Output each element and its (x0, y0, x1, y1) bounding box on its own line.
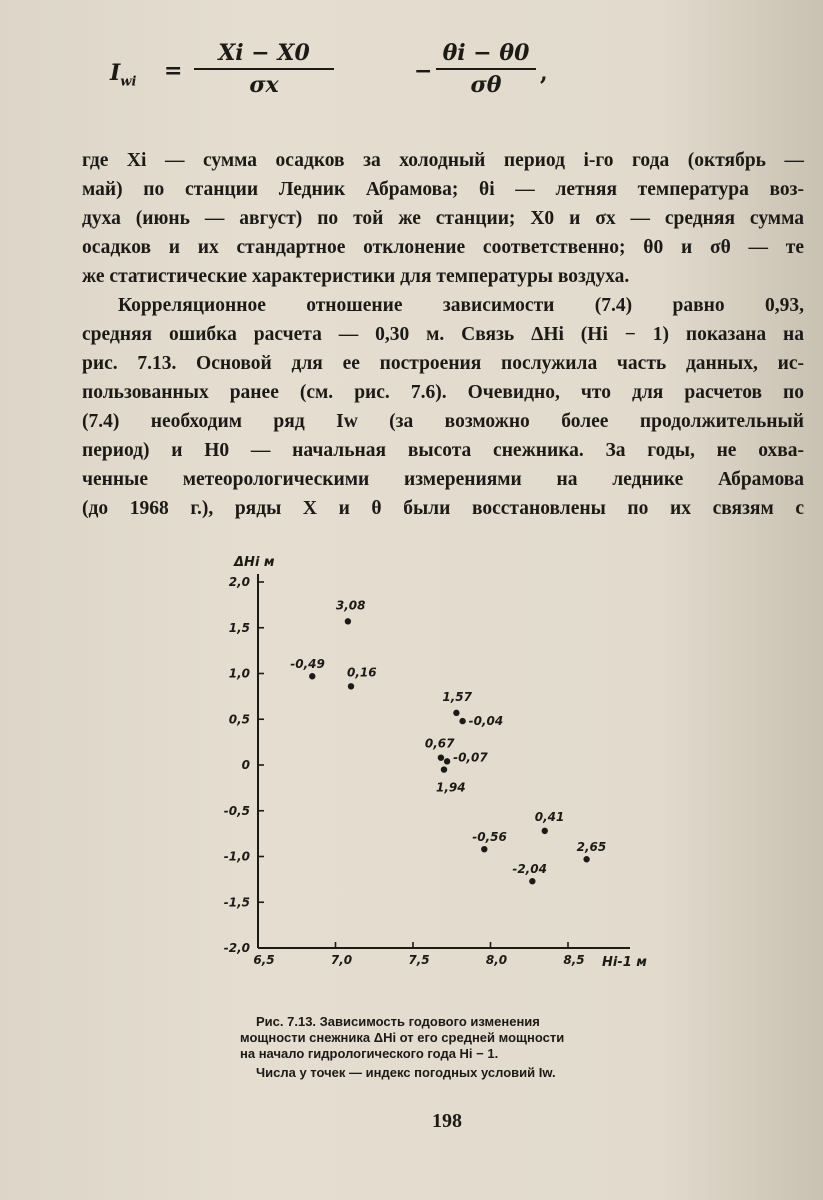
y-tick-label: -1,5 (223, 895, 250, 910)
y-tick-label: 1,0 (228, 666, 250, 681)
data-point-label: -0,49 (290, 657, 325, 672)
data-point-label: 0,41 (534, 809, 565, 824)
text-line: пользованных ранее (см. рис. 7.6). Очевидно, что для расчетов по (82, 382, 804, 403)
text-line: же статистические характеристики для температуры воздуха. (82, 266, 630, 287)
data-point (453, 710, 459, 716)
figure-caption (240, 1014, 660, 1081)
x-tick-label: 8,5 (563, 953, 585, 967)
data-point-label: 0,16 (347, 665, 377, 680)
page-number: 198 (432, 1110, 462, 1132)
data-point-label: -0,04 (468, 714, 504, 729)
data-point (529, 878, 535, 884)
data-point-label: 1,94 (436, 780, 466, 795)
text-line: средняя ошибка расчета — 0,30 м. Связь ΔHi (Hi − 1) показана на (82, 324, 804, 345)
formula-comma: , (540, 60, 548, 86)
data-point (444, 758, 450, 764)
data-point-label: 0,67 (424, 736, 455, 751)
data-point-label: 1,57 (442, 689, 473, 704)
caption-line: мощности снежника ΔHi от его средней мощности (240, 1030, 565, 1045)
caption-line: на начало гидрологического года Hi − 1. (240, 1046, 499, 1061)
data-point-label: -0,56 (472, 830, 507, 845)
caption-line: Числа у точек — индекс погодных условий Iw. (256, 1065, 556, 1080)
data-point-label: 2,65 (576, 840, 607, 855)
paragraph-definitions (82, 146, 804, 291)
y-tick-label: 1,5 (228, 620, 250, 635)
text-line: ченные метеорологическими измерениями на леднике Абрамова (82, 469, 804, 490)
x-tick-label: 7,0 (330, 953, 353, 967)
formula-lhs: $I_{wi}$ (110, 60, 137, 90)
data-point (441, 766, 447, 772)
paragraph-correlation (82, 291, 804, 523)
data-point (309, 673, 315, 679)
text-line: где Xi — сумма осадков за холодный период i-го года (октябрь — (82, 150, 804, 171)
formula-equals: = (164, 58, 183, 84)
data-point (583, 856, 589, 862)
data-point (481, 846, 487, 852)
formula-minus: − (414, 58, 433, 84)
x-axis-label: Hi-1 м (602, 955, 647, 970)
x-tick-label: 7,5 (408, 953, 430, 967)
y-tick-label: -2,0 (223, 941, 250, 955)
y-axis-label: ΔHi м (234, 555, 275, 570)
data-point-label: -0,07 (453, 750, 488, 765)
data-point (345, 618, 351, 624)
text-line: Корреляционное отношение зависимости (7.4) равно 0,93, (118, 295, 804, 316)
caption-line: Рис. 7.13. Зависимость годового изменения (256, 1014, 540, 1029)
data-point (542, 828, 548, 834)
x-tick-label: 6,5 (253, 953, 275, 967)
text-line: рис. 7.13. Основой для ее построения послужила часть данных, ис- (82, 353, 804, 374)
data-point-label: 3,08 (335, 598, 366, 613)
text-line: осадков и их стандартное отклонение соответственно; θ0 и σθ — те (82, 237, 804, 258)
data-point (348, 683, 354, 689)
y-tick-label: 2,0 (228, 575, 250, 589)
text-line: (до 1968 г.), ряды X и θ были восстановлены по их связям с (82, 498, 804, 519)
text-line: май) по станции Ледник Абрамова; θi — летняя температура воз- (82, 179, 804, 200)
y-tick-label: 0 (241, 758, 250, 772)
formula-fraction-precip: Xi − X0 σx (194, 40, 334, 98)
text-line: духа (июнь — август) по той же станции; X0 и σx — средняя сумма (82, 208, 804, 229)
equation-7-4 (110, 40, 548, 110)
scatter-chart (190, 540, 670, 980)
text-line: период) и H0 — начальная высота снежника. За годы, не охва- (82, 440, 804, 461)
y-tick-label: -1,0 (223, 849, 250, 864)
y-tick-label: 0,5 (228, 712, 250, 727)
data-point-label: -2,04 (512, 862, 547, 877)
data-point (438, 754, 444, 760)
text-line: (7.4) необходим ряд Iw (за возможно более продолжительный (82, 411, 804, 432)
x-tick-label: 8,0 (485, 953, 508, 967)
y-tick-label: -0,5 (223, 803, 250, 818)
formula-fraction-temp: θi − θ0 σθ (436, 40, 536, 98)
data-point (459, 718, 465, 724)
